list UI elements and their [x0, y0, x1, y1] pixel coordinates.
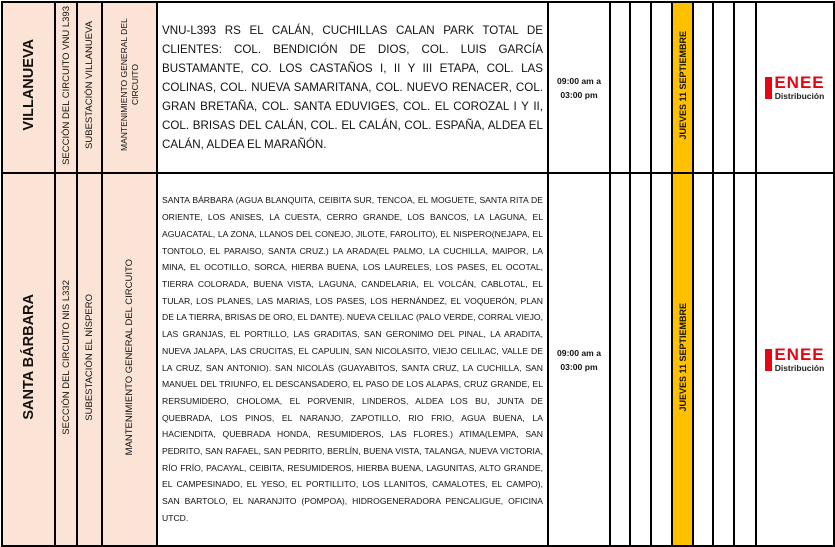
section-cell	[55, 2, 77, 173]
section-label: SECCIÓN DEL CIRCUITO VNU L393	[60, 5, 72, 165]
city-label: SANTA BÁRBARA	[20, 294, 37, 420]
time-start: 09:00 am a	[557, 75, 601, 86]
logo-sub: Distribución	[774, 90, 825, 101]
outage-schedule-table	[1, 1, 835, 547]
empty-cell	[734, 173, 756, 546]
work-label: MANTENIMIENTO GENERAL DEL CIRCUITO	[118, 18, 140, 152]
empty-cell	[713, 173, 734, 546]
empty-cell	[630, 173, 651, 546]
description-cell	[157, 2, 548, 173]
substation-cell	[77, 173, 102, 546]
city-label: VILLANUEVA	[20, 39, 37, 131]
date-label: JUEVES 11 SEPTIEMBRE	[677, 302, 688, 412]
time-end: 03:00 pm	[560, 89, 598, 100]
time-cell	[548, 2, 610, 173]
empty-cell	[651, 2, 672, 173]
city-cell	[2, 173, 55, 546]
substation-label: SUBESTACIÓN VILLANUEVA	[84, 21, 95, 149]
enee-logo	[765, 344, 825, 373]
empty-cell	[713, 2, 734, 173]
affected-areas: SANTA BÁRBARA (AGUA BLANQUITA, CEIBITA SUR, TENCOA, EL MOGUETE, SANTA RITA DE ORIENTE, LOS ANISES, LA CUESTA, CERRO GRANDE, LOS BANCOS, LA LAGUNA, EL AGUACATAL, LA ZONA, LLANOS DEL CONEJO, JILOTE, FAROLITO), EL NISPERO(NEJAPA, EL TONTOLO, EL PARAISO, SANTA CRUZ.) LA ARADA(EL PALMO, LA CUCHILLA, MAIPOR, LA MINA, EL OCOTILLO, SORCA, HIERBA BUENA, LOS LAURELES, LOS PASES, EL OCOTAL, TIERRA COLORADA, BUENA VISTA, LAGUNA, CANDELARIA, EL VOLCÁN, CABLOTAL, EL TULAR, LOS PLANES, LAS MARIAS, LOS PASES, LOS HERNÁNDEZ, EL VOQUERÓN, PLAN DE LA TIERRA, BRISAS DE ORO, EL DANTE). NUEVA CELILAC (PALO VERDE, CORRAL VIEJO, LAS GRANJAS, EL PORTILLO, LAS GRADITAS, SAN GERONIMO DEL PINAL, LA ARADITA, NUEVA JALAPA, LAS CRUCITAS, EL CAPULIN, SAN NICOLASITO, VIEJO CELILAC, VALLE DE LA CRUZ, SAN ANTONIO). SAN NICOLÁS (GUAYABITOS, SANTA CRUZ, LA CUCHILLA, SAN MANUEL DEL TRIUNFO, EL DESCANSADERO, EL PASO DE LOS ALAPAS, CRUZ GRANDE, EL RERSUMIDERO, CHOLOMA, EL PORVENIR, LINDEROS, ALDEA LOS BU, JUNTA DE QUEBRADA, LOS PINOS, EL NARANJO, ZAPOTILLO, RIO FRIO, AGUA BUENA, LA HACIENDITA, QUEBRADA HONDA, RESUMIDEROS, LAS FLORES.) ATIMA(LEMPA, SAN PEDRITO, SAN RAFAEL, SAN PEDRITO, BERLÍN, BUENA VISTA, TALANGA, NUEVA VICTORIA, RÍO FRÍO, PACAYAL, CEIBITA, RESUMIDEROS, HIERBA BUENA, LAGUNITAS, ALTO GRANDE, EL CAMPESINADO, EL YESO, EL PORTILLITO, LOS LLANITOS, CAMALOTES, EL CAMPO), SAN BARTOLO, EL NARANJITO (POMPOA), HIDROGENERADORA PENCALIGUE, OFICINA UTCD.	[162, 195, 543, 523]
empty-cell	[734, 2, 756, 173]
enee-mark-icon	[765, 77, 772, 99]
time-end: 03:00 pm	[560, 361, 598, 372]
time-start: 09:00 am a	[557, 347, 601, 358]
empty-cell	[610, 173, 630, 546]
logo-brand: ENEE	[774, 72, 825, 92]
empty-cell	[693, 2, 713, 173]
empty-cell	[651, 173, 672, 546]
enee-logo	[765, 72, 825, 101]
date-cell	[672, 2, 693, 173]
affected-areas: VNU-L393 RS EL CALÁN, CUCHILLAS CALAN PARK TOTAL DE CLIENTES: COL. BENDICIÓN DE DIOS, COL. LUIS GARCÍA BUSTAMANTE, CO. LOS CASTAÑOS I, II Y III ETAPA, COL. LAS COLINAS, COL. NUEVA SAMARITANA, COL. NUEVO RENACER, COL. GRAN BRETAÑA, COL. SANTA EDUVIGES, COL. EL COROZAL I Y II, COL. BRISAS DEL CALÁN, COL. EL CALÁN, COL. ESPAÑA, ALDEA EL CALÁN, ALDEA EL MARAÑÓN.	[162, 24, 543, 151]
section-cell	[55, 173, 77, 546]
work-cell	[102, 2, 157, 173]
section-label: SECCIÓN DEL CIRCUITO NIS L332	[60, 279, 72, 435]
substation-cell	[77, 2, 102, 173]
work-cell	[102, 173, 157, 546]
empty-cell	[693, 173, 713, 546]
logo-cell	[756, 2, 834, 173]
description-cell	[157, 173, 548, 546]
substation-label: SUBESTACIÓN EL NÍSPERO	[84, 293, 95, 421]
logo-sub: Distribución	[774, 362, 825, 373]
empty-cell	[630, 2, 651, 173]
enee-mark-icon	[765, 349, 772, 371]
empty-cell	[610, 2, 630, 173]
work-label: MANTENIMIENTO GENERAL DEL CIRCUITO	[124, 258, 135, 456]
date-label: JUEVES 11 SEPTIEMBRE	[677, 30, 688, 140]
table-row	[2, 173, 834, 546]
logo-brand: ENEE	[774, 344, 825, 364]
time-cell	[548, 173, 610, 546]
logo-cell	[756, 173, 834, 546]
city-cell	[2, 2, 55, 173]
date-cell	[672, 173, 693, 546]
table-row	[2, 2, 834, 173]
